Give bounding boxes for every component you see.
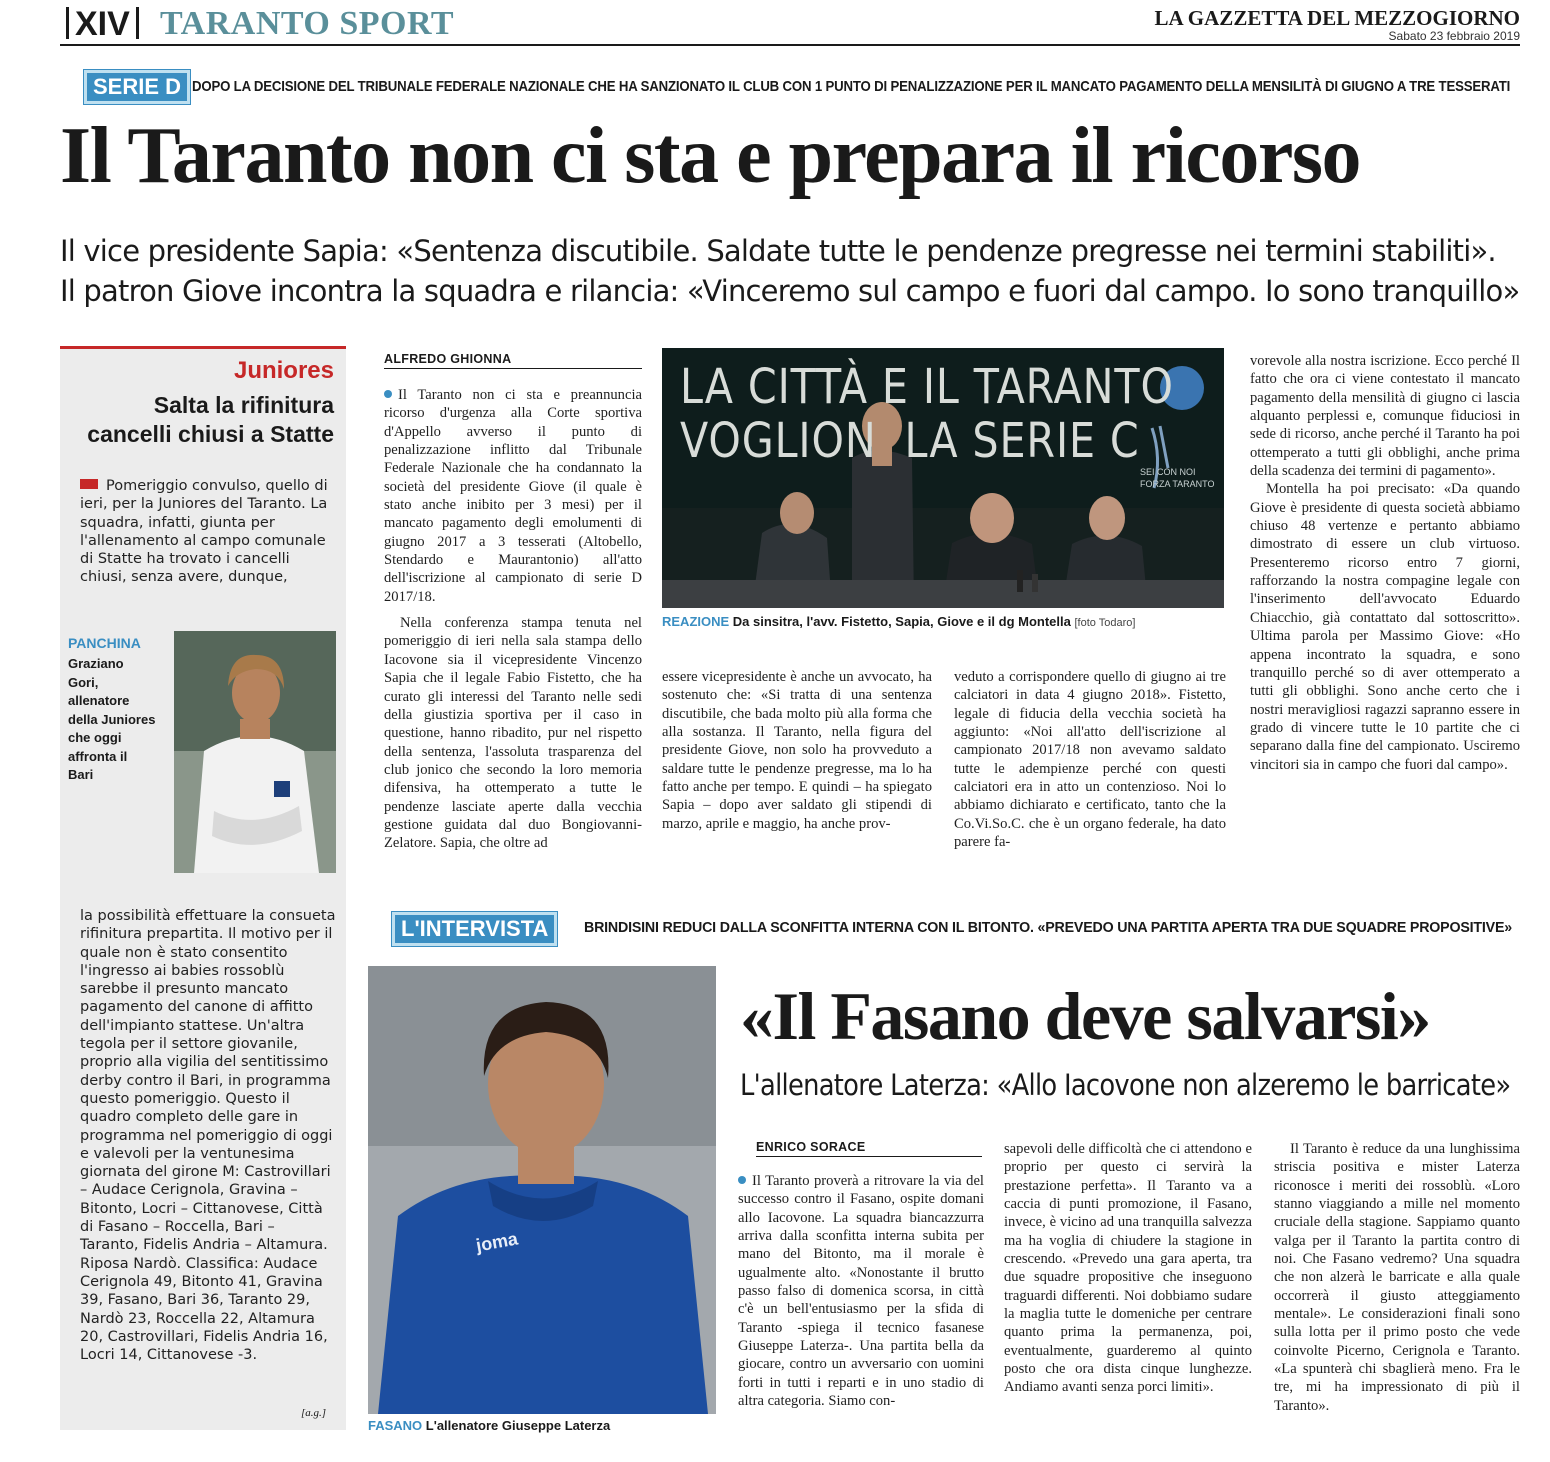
interview-kicker: BRINDISINI REDUCI DALLA SCONFITTA INTERNA CON IL BITONTO. «PREVEDO UNA PARTITA APERTA TRA DUE SQUADRE PROPOSITIVE» — [584, 920, 1512, 936]
article-headline: Il Taranto non ci sta e prepara il ricorso — [60, 112, 1360, 200]
interview-column-1-text: Il Taranto proverà a ritrovare la via del successo contro il Fasano, ospite domani allo Iacovone. La squadra biancazzurra arriva dalla sconfitta interna subita per mano del Bitonto, ma il morale è ugualmente alto. «Nonostante il brutto passo falso di domenica scorsa, in città c'è un bell'entusiasmo per la sfida di Taranto -spiega il tecnico fasanese Giuseppe Laterza-. Una partita bella da giocare, contro un avversario con uomini forti in tutti i reparti e in uno stadio di altra categoria. Siamo con- — [738, 1173, 984, 1410]
photo-caption-label: REAZIONE — [662, 614, 730, 629]
sidebar-text-2: la possibilità effettuare la consueta rifinitura prepartita. Il motivo per il quale non è stato consentito l'ingresso ai babies rossoblù sarebbe il presunto mancato pagamento del canone di affitto dell'impianto stattese. Un'altra tegola per il settore giovanile, proprio alla vigilia del sentitissimo derby contro il Bari, in programma questo pomeriggio. Questo il quadro completo delle gare in programma nel pomeriggio di oggi e valevoli per la ventunesima giornata del girone M: Castrovillari – Audace Cerignola, Gravina – Bitonto, Locri – Cittanovese, Città di Fasano – Roccella, Bari – Taranto, Fidelis Andria – Altamura. Riposa Nardò. Classifica: Audace Cerignola 49, Bitonto 41, Gravina 39, Fasano, Bari 36, Taranto 29, Nardò 23, Roccella 22, Altamura 20, Castrovillari, Fidelis Andria 16, Locri 14, Cittanovese -3. — [80, 908, 336, 1364]
banner-slogan: LA CITTÀ E IL TARANTO VOGLION LA SERIE C — [680, 359, 1174, 469]
interview-deck: L'allenatore Laterza: «Allo Iacovone non alzeremo le barricate» — [740, 1068, 1511, 1102]
photo-credit: [foto Todaro] — [1074, 617, 1136, 629]
paragraph-text: Il Taranto non ci sta e preannuncia ricorso d'urgenza alla Corte sportiva d'Appello avverso il punto di penalizzazione inflitto dal Tribunale Federale Nazionale che ha condannato la società del presidente Giove (il quale è stato anche inibito per 3 mesi) per il mancato pagamento degli emolumenti di giugno 2017 a 3 tesserati (Altobello, Stendardo e Maurantonio) all'atto dell'iscrizione al campionato di serie D 2017/18. — [384, 387, 642, 605]
section-title: TARANTO SPORT — [160, 5, 455, 42]
paragraph: Nella conferenza stampa tenuta nel pomeriggio di ieri nella sala stampa dello Iacovone sia il vicepresidente Vincenzo Sapia che il legale Fabio Fistetto, che ha curato gli interessi del Taranto nelle sedi della giustizia sportiva per il caso in questione, hanno ribadito, pur nel rispetto della sentenza, l'assoluta trasparenza del club jonico che secondo la loro memoria difensiva, ha ottemperato a tutte le pendenze lasciate aperte dalla vecchia gestione guidata dal duo Bongiovanni-Zelatore. Sapia, che oltre ad — [384, 615, 642, 852]
article-deck-line-1: Il vice presidente Sapia: «Sentenza discutibile. Saldate tutte le pendenze pregresse nei termini stabiliti». — [60, 234, 1496, 268]
interview-column-2: sapevoli delle difficoltà che ci attendono e proprio per questo ci servirà la prestazione perfetta». Il Taranto va a caccia di punti promozione, il Fasano, invece, è vicino ad una tranquilla salvezza ma ha voglia di chiudere la stagione in crescendo. «Prevedo una gara aperta, tra due squadre propositive che inseguono traguardi differenti. Noi dobbiamo sudare la maglia tutte le domeniche per centrare quanto prima la permanenza, poi, eventualmente, guarderemo al quinto posto che ora dista cinque lunghezze. Andiamo avanti senza porci limiti». — [1004, 1141, 1252, 1396]
interview-category-tag: L'INTERVISTA — [392, 912, 557, 946]
article-column-1 — [384, 386, 642, 853]
article-category-tag: SERIE D — [84, 70, 190, 104]
interview-byline: ENRICO SORACE — [756, 1140, 982, 1157]
article-byline: ALFREDO GHIONNA — [384, 352, 642, 369]
shirt-logo: joma — [474, 1228, 520, 1256]
issue-date: Sabato 23 febbraio 2019 — [1388, 29, 1520, 43]
page-number — [60, 4, 145, 44]
article-column-3: veduto a corrispondere quello di giugno ai tre calciatori in data 4 giugno 2018». Fistetto, legale di fiducia della vecchia società ha aggiunto: «Noi all'atto dell'iscrizione al campionato 2017/18 non avevamo saldato tutte le adempienze perché con questi calciatori era in atto un contenzioso. Noi lo abbiamo dichiarato e certificato, tanto che la Co.Vi.So.C. che è un organo federale, ha dato parere fa- — [954, 669, 1226, 851]
press-conference-photo — [662, 348, 1224, 608]
divider — [136, 7, 139, 39]
sidebar-title: Salta la rifinitura cancelli chiusi a Statte — [87, 392, 334, 447]
article-column-4 — [1250, 352, 1520, 774]
interview-photo-caption-text: L'allenatore Giuseppe Laterza — [425, 1418, 611, 1433]
article-deck-line-2: Il patron Giove incontra la squadra e rilancia: «Vinceremo sul campo e fuori dal campo. Io sono tranquillo» — [60, 274, 1520, 308]
sidebar-text-1 — [80, 477, 336, 587]
sidebar-signature: [a.g.] — [300, 1407, 326, 1419]
newspaper-masthead: LA GAZZETTA DEL MEZZOGIORNO — [1154, 6, 1520, 30]
interview-column-1 — [738, 1172, 984, 1410]
sidebar-label: Juniores — [233, 357, 334, 384]
sidebar-box — [60, 346, 346, 1430]
photo-caption — [662, 614, 1224, 629]
interview-photo-caption-label: FASANO — [368, 1418, 423, 1433]
interview-headline: «Il Fasano deve salvarsi» — [740, 978, 1430, 1054]
bullet-dot-icon — [384, 390, 392, 398]
article-kicker: DOPO LA DECISIONE DEL TRIBUNALE FEDERALE NAZIONALE CHE HA SANZIONATO IL CLUB CON 1 PUNTO DI PENALIZZAZIONE PER IL MANCATO PAGAMENTO DELLA MENSILITÀ DI GIUGNO A TRE TESSERATI — [192, 78, 1511, 95]
coach-illustration — [174, 631, 336, 873]
interview-photo-caption — [368, 1418, 610, 1433]
sidebar-photo-label: PANCHINA — [68, 635, 141, 651]
sidebar-text-1-body: Pomeriggio convulso, quello di ieri, per la Juniores del Taranto. La squadra, infatti, giunta per l'allenamento al campo comunale di Statte ha trovato i cancelli chiusi, senza avere, dunque, — [80, 478, 328, 586]
paragraph: Montella ha poi precisato: «Da quando Giove è presidente di questa società abbiamo chiuso 48 vertenze e pertanto abbiamo dimostrato di essere un club virtuoso. Presenteremo ricorso entro 7 giorni, rafforzando la nostra compagine legale con l'inserimento dell'avvocato Eduardo Chiacchio, già contattato dal sottoscritto». Ultima parola per Massimo Giove: «Ho appena incontrato la squadra, e sono tranquillo perché so di aver ottemperato a tutti gli obblighi. Sono anche certo che i nostri meravigliosi ragazzi sapranno essere in grado di vincere tutte le 10 partite che ci separano dalla fine del campionato. Usciremo vincitori sia in campo che fuori dal campo». — [1250, 481, 1520, 773]
interview-column-3: Il Taranto è reduce da una lunghissima striscia positiva e mister Laterza riconosce i meriti dei rossoblù. «Loro stanno viaggiando a mille nel momento cruciale della stagione. Sappiamo quanto valga per il Taranto la partita contro di noi. Che Fasano vedremo? Una squadra che non alzerà le barricate e alla quale occorrerà il giusto atteggiamento mentale». Le considerazioni finali sono sulla lotta per il primo posto che vede coinvolte Picerno, Cerignola e Taranto. «La spunterà chi sbaglierà meno. Fra le tre, mi ha impressionato di più il Taranto». — [1274, 1141, 1520, 1414]
page-number-text: XIV — [75, 5, 130, 43]
photo-caption-text: Da sinsitra, l'avv. Fistetto, Sapia, Giove e il dg Montella — [732, 614, 1071, 629]
paragraph — [384, 386, 642, 606]
banner-badge: SEI CON NOI FORZA TARANTO — [1140, 467, 1215, 489]
article-column-2: essere vicepresidente è anche un avvocato, ha sostenuto che: «Si tratta di una sentenza discutibile, che bada molto più alla forma che alla sostanza. Il Taranto, nella figura del presidente Giove, non solo ha provveduto a saldare tutte le pendenze pregresse, ma lo ha fatto anche per tempo. E quindi – ha spiegato Sapia – dopo aver saldato gli stipendi di marzo, aprile e maggio, ha anche prov- — [662, 669, 932, 832]
header-rule — [60, 44, 1520, 46]
sidebar-photo-caption: Graziano Gori, allenatore della Juniores che oggi affronta il Bari — [68, 656, 156, 782]
coach-laterza-photo — [368, 966, 716, 1414]
red-marker-icon — [80, 479, 98, 489]
bullet-dot-icon — [738, 1176, 746, 1184]
coach-gori-photo — [174, 631, 336, 873]
divider — [66, 7, 69, 39]
paragraph: vorevole alla nostra iscrizione. Ecco perché Il fatto che ora ci viene contestato il mancato pagamento della mensilità di giugno ci lascia alquanto perplessi e, comunque fiduciosi in sede di ricorso, anche perché il Taranto ha poi ottemperato a tutti gli obblighi, anche prima della scadenza dei termini di pagamento». — [1250, 353, 1520, 480]
coach-laterza-illustration — [368, 966, 716, 1414]
